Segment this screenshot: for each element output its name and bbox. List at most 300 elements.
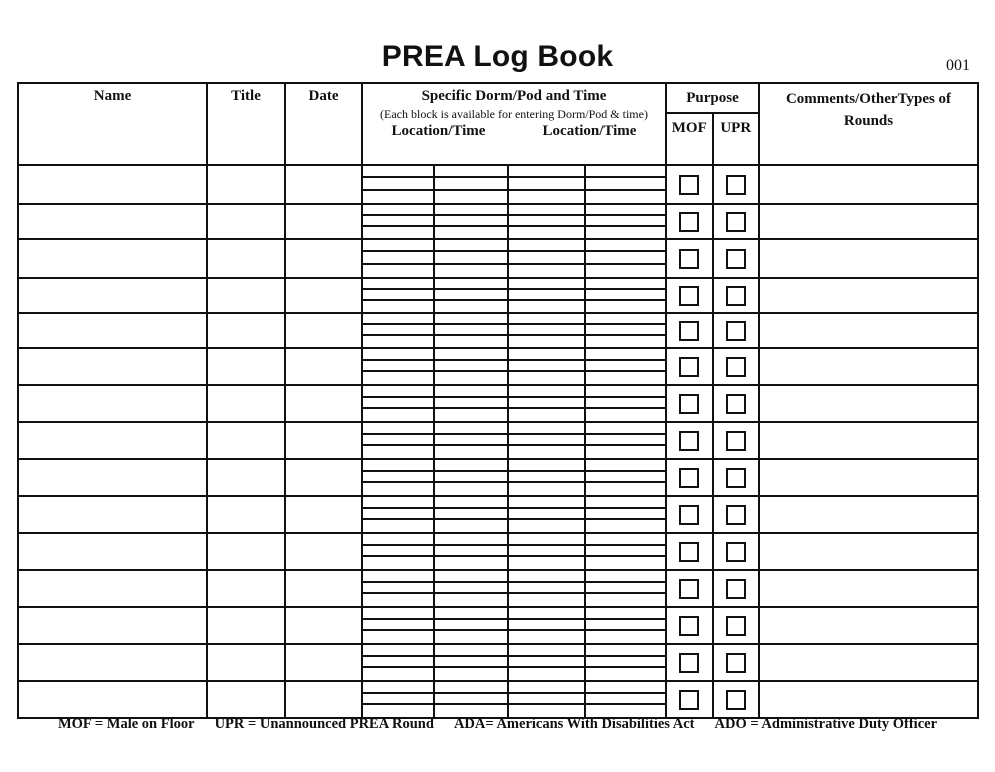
upr-checkbox[interactable] (726, 357, 746, 377)
name-cell[interactable] (18, 313, 207, 348)
location-time-slot[interactable] (435, 446, 509, 458)
name-cell[interactable] (18, 644, 207, 681)
location-time-slot[interactable] (435, 216, 509, 227)
location-time-slot[interactable] (435, 546, 509, 558)
location-time-slot[interactable] (509, 301, 586, 312)
title-cell[interactable] (207, 644, 285, 681)
date-cell[interactable] (285, 278, 362, 313)
location-time-slot[interactable] (363, 620, 435, 632)
location-time-slot[interactable] (363, 386, 435, 398)
location-time-slot[interactable] (435, 314, 509, 325)
location-time-slot[interactable] (586, 265, 665, 277)
location-time-slot[interactable] (435, 682, 509, 694)
location-time-slot[interactable] (509, 336, 586, 347)
header-row (18, 83, 978, 165)
date-cell[interactable] (285, 459, 362, 496)
location-time-slot[interactable] (435, 301, 509, 312)
location-time-slot[interactable] (363, 520, 435, 532)
purpose-cell (666, 204, 759, 239)
location-time-slot[interactable] (435, 571, 509, 583)
location-time-slot[interactable] (363, 557, 435, 569)
location-time-slot[interactable] (435, 594, 509, 606)
upr-checkbox[interactable] (726, 505, 746, 525)
title-cell[interactable] (207, 348, 285, 385)
upr-checkbox[interactable] (726, 212, 746, 232)
location-time-slot[interactable] (509, 386, 586, 398)
comments-cell[interactable] (759, 459, 978, 496)
location-time-slot[interactable] (435, 191, 509, 203)
mof-checkbox[interactable] (679, 212, 699, 232)
location-time-slot[interactable] (586, 240, 665, 252)
date-cell[interactable] (285, 165, 362, 204)
location-time-slot[interactable] (509, 534, 586, 546)
location-time-slot[interactable] (509, 446, 586, 458)
location-time-slot[interactable] (509, 372, 586, 384)
location-time-slot[interactable] (363, 645, 435, 657)
location-time-slot[interactable] (509, 594, 586, 606)
location-time-slot[interactable] (509, 682, 586, 694)
log-row (18, 607, 978, 644)
title-cell[interactable] (207, 422, 285, 459)
purpose-cell (666, 644, 759, 681)
date-cell[interactable] (285, 607, 362, 644)
location-time-slot[interactable] (509, 205, 586, 216)
log-row (18, 533, 978, 570)
comments-cell[interactable] (759, 204, 978, 239)
location-time-slot[interactable] (363, 446, 435, 458)
location-time-slot[interactable] (363, 631, 435, 643)
location-time-slot[interactable] (586, 423, 665, 435)
location-time-slot[interactable] (509, 314, 586, 325)
location-time-slot[interactable] (435, 205, 509, 216)
upr-checkbox[interactable] (726, 653, 746, 673)
location-time-slot[interactable] (586, 608, 665, 620)
location-time-slot[interactable] (363, 361, 435, 373)
location-time-slot[interactable] (509, 290, 586, 301)
location-time-slot[interactable] (509, 571, 586, 583)
purpose-cell (666, 165, 759, 204)
location-time-slot[interactable] (509, 645, 586, 657)
location-time-slot[interactable] (509, 546, 586, 558)
location-time-slot[interactable] (586, 657, 665, 669)
date-cell[interactable] (285, 422, 362, 459)
location-time-slot[interactable] (363, 571, 435, 583)
upr-checkbox[interactable] (726, 394, 746, 414)
name-cell[interactable] (18, 496, 207, 533)
location-time-slot[interactable] (363, 657, 435, 669)
location-time-slot[interactable] (586, 472, 665, 484)
location-time-slot[interactable] (363, 594, 435, 606)
location-time-cell (362, 459, 666, 496)
location-time-slot[interactable] (586, 497, 665, 509)
title-cell[interactable] (207, 496, 285, 533)
legend-ado: ADO = Administrative Duty Officer (714, 716, 938, 732)
location-time-slot[interactable] (363, 534, 435, 546)
upr-checkbox[interactable] (726, 431, 746, 451)
location-time-slot[interactable] (509, 252, 586, 264)
location-time-slot[interactable] (586, 583, 665, 595)
location-time-slot[interactable] (509, 227, 586, 238)
log-row (18, 496, 978, 533)
location-time-slot[interactable] (509, 497, 586, 509)
mof-checkbox[interactable] (679, 616, 699, 636)
comments-cell[interactable] (759, 278, 978, 313)
log-row (18, 165, 978, 204)
location-time-slot[interactable] (509, 240, 586, 252)
location-time-slot[interactable] (435, 252, 509, 264)
location-time-slot[interactable] (435, 631, 509, 643)
date-cell[interactable] (285, 313, 362, 348)
location-time-slot[interactable] (586, 694, 665, 706)
location-time-slot[interactable] (586, 205, 665, 216)
location-time-slot[interactable] (509, 435, 586, 447)
date-cell[interactable] (285, 204, 362, 239)
location-time-slot[interactable] (435, 349, 509, 361)
location-time-slot[interactable] (363, 314, 435, 325)
name-cell[interactable] (18, 533, 207, 570)
date-cell[interactable] (285, 533, 362, 570)
location-time-slot[interactable] (363, 279, 435, 290)
location-time-slot[interactable] (363, 497, 435, 509)
location-time-slot[interactable] (509, 191, 586, 203)
title-cell[interactable] (207, 570, 285, 607)
location-time-slot[interactable] (586, 279, 665, 290)
legend-ada: ADA= Americans With Disabilities Act (453, 716, 695, 732)
location-time-slot[interactable] (435, 668, 509, 680)
location-time-slot[interactable] (435, 423, 509, 435)
location-time-slot[interactable] (509, 631, 586, 643)
location-time-slot[interactable] (435, 178, 509, 190)
location-time-slot[interactable] (586, 557, 665, 569)
page-title: PREA Log Book (381, 40, 614, 73)
title-cell[interactable] (207, 313, 285, 348)
location-time-slot[interactable] (509, 668, 586, 680)
location-time-slot[interactable] (363, 546, 435, 558)
comments-cell[interactable] (759, 348, 978, 385)
location-time-cell (362, 570, 666, 607)
location-time-slot[interactable] (586, 166, 665, 178)
location-time-slot[interactable] (509, 657, 586, 669)
legend-footer (0, 716, 995, 733)
location-time-slot[interactable] (586, 460, 665, 472)
location-time-slot[interactable] (509, 361, 586, 373)
location-time-cell (362, 204, 666, 239)
date-cell[interactable] (285, 681, 362, 718)
mof-checkbox[interactable] (679, 653, 699, 673)
title-cell[interactable] (207, 607, 285, 644)
title-cell[interactable] (207, 239, 285, 278)
name-cell[interactable] (18, 348, 207, 385)
location-time-slot[interactable] (586, 620, 665, 632)
location-time-slot[interactable] (586, 252, 665, 264)
comments-cell[interactable] (759, 165, 978, 204)
mof-checkbox[interactable] (679, 431, 699, 451)
location-time-slot[interactable] (509, 557, 586, 569)
legend-upr: UPR = Unannounced PREA Round (214, 716, 434, 732)
comments-cell[interactable] (759, 533, 978, 570)
location-time-slot[interactable] (509, 509, 586, 521)
location-time-slot[interactable] (435, 657, 509, 669)
comments-cell[interactable] (759, 239, 978, 278)
location-time-slot[interactable] (363, 265, 435, 277)
location-time-slot[interactable] (586, 178, 665, 190)
location-time-slot[interactable] (363, 694, 435, 706)
location-time-slot[interactable] (586, 546, 665, 558)
location-time-slot[interactable] (363, 301, 435, 312)
location-time-slot[interactable] (586, 372, 665, 384)
mof-checkbox[interactable] (679, 468, 699, 488)
location-time-slot[interactable] (435, 361, 509, 373)
name-cell[interactable] (18, 422, 207, 459)
location-time-slot[interactable] (363, 583, 435, 595)
location-time-slot[interactable] (586, 520, 665, 532)
location-time-slot[interactable] (435, 265, 509, 277)
mof-checkbox[interactable] (679, 321, 699, 341)
location-time-slot[interactable] (586, 509, 665, 521)
location-time-slot[interactable] (435, 608, 509, 620)
location-time-slot[interactable] (586, 645, 665, 657)
log-row (18, 681, 978, 718)
location-time-slot[interactable] (363, 336, 435, 347)
location-time-slot[interactable] (435, 336, 509, 347)
date-cell[interactable] (285, 644, 362, 681)
location-time-slot[interactable] (363, 423, 435, 435)
mof-checkbox[interactable] (679, 249, 699, 269)
location-time-slot[interactable] (586, 435, 665, 447)
dorm-pod-title: Specific Dorm/Pod and Time (421, 88, 607, 104)
mof-checkbox[interactable] (679, 579, 699, 599)
location-time-slot[interactable] (435, 227, 509, 238)
location-time-slot[interactable] (586, 682, 665, 694)
name-cell[interactable] (18, 278, 207, 313)
location-time-slot[interactable] (435, 497, 509, 509)
location-time-slot[interactable] (586, 446, 665, 458)
location-time-slot[interactable] (363, 240, 435, 252)
name-cell[interactable] (18, 204, 207, 239)
name-cell[interactable] (18, 607, 207, 644)
location-time-slot[interactable] (363, 668, 435, 680)
location-time-slot[interactable] (509, 520, 586, 532)
location-time-slot[interactable] (363, 460, 435, 472)
location-time-slot[interactable] (586, 314, 665, 325)
location-time-slot[interactable] (509, 349, 586, 361)
title-cell[interactable] (207, 165, 285, 204)
location-time-slot[interactable] (509, 325, 586, 336)
location-time-slot[interactable] (509, 472, 586, 484)
name-cell[interactable] (18, 385, 207, 422)
location-time-slot[interactable] (586, 325, 665, 336)
location-time-slot[interactable] (435, 534, 509, 546)
location-time-slot[interactable] (435, 483, 509, 495)
location-time-slot[interactable] (509, 483, 586, 495)
location-time-slot[interactable] (363, 178, 435, 190)
name-cell[interactable] (18, 459, 207, 496)
title-cell[interactable] (207, 459, 285, 496)
comments-cell[interactable] (759, 607, 978, 644)
title-header: Title (207, 83, 285, 165)
location-time-slot[interactable] (586, 409, 665, 421)
location-time-slot[interactable] (509, 583, 586, 595)
location-time-slot[interactable] (435, 472, 509, 484)
location-time-slot[interactable] (435, 694, 509, 706)
location-time-slot[interactable] (435, 290, 509, 301)
location-time-cell (362, 644, 666, 681)
location-time-slot[interactable] (586, 349, 665, 361)
location-time-slot[interactable] (586, 668, 665, 680)
location-time-slot[interactable] (586, 386, 665, 398)
location-time-slot[interactable] (363, 325, 435, 336)
location-time-slot[interactable] (363, 472, 435, 484)
location-time-slot[interactable] (363, 227, 435, 238)
location-time-slot[interactable] (435, 583, 509, 595)
location-time-slot[interactable] (435, 645, 509, 657)
mof-checkbox[interactable] (679, 505, 699, 525)
purpose-cell (666, 313, 759, 348)
mof-checkbox[interactable] (679, 394, 699, 414)
location-time-slot[interactable] (586, 336, 665, 347)
location-time-slot[interactable] (435, 240, 509, 252)
upr-checkbox[interactable] (726, 175, 746, 195)
page-number: 001 (946, 57, 970, 74)
location-time-slot[interactable] (586, 398, 665, 410)
comments-cell[interactable] (759, 385, 978, 422)
comments-cell[interactable] (759, 681, 978, 718)
location-time-slot[interactable] (586, 534, 665, 546)
location-time-slot[interactable] (363, 252, 435, 264)
location-time-slot[interactable] (435, 398, 509, 410)
location-time-slot[interactable] (363, 349, 435, 361)
location-time-slot[interactable] (363, 205, 435, 216)
location-time-slot[interactable] (363, 483, 435, 495)
mof-header: MOF (671, 120, 707, 136)
location-time-slot[interactable] (363, 608, 435, 620)
title-cell[interactable] (207, 278, 285, 313)
date-cell[interactable] (285, 239, 362, 278)
location-time-slot[interactable] (509, 398, 586, 410)
location-time-slot[interactable] (509, 608, 586, 620)
name-cell[interactable] (18, 165, 207, 204)
mof-checkbox[interactable] (679, 175, 699, 195)
name-cell[interactable] (18, 681, 207, 718)
location-time-slot[interactable] (586, 191, 665, 203)
mof-checkbox[interactable] (679, 542, 699, 562)
location-time-slot[interactable] (435, 409, 509, 421)
location-time-slot[interactable] (435, 279, 509, 290)
mof-checkbox[interactable] (679, 690, 699, 710)
date-cell[interactable] (285, 496, 362, 533)
location-time-slot[interactable] (435, 460, 509, 472)
upr-checkbox[interactable] (726, 690, 746, 710)
comments-cell[interactable] (759, 422, 978, 459)
location-time-cell (362, 533, 666, 570)
title-cell[interactable] (207, 385, 285, 422)
location-time-slot[interactable] (586, 227, 665, 238)
date-cell[interactable] (285, 385, 362, 422)
upr-checkbox[interactable] (726, 616, 746, 636)
location-time-slot[interactable] (435, 620, 509, 632)
name-cell[interactable] (18, 239, 207, 278)
location-time-slot[interactable] (509, 409, 586, 421)
legend-mof: MOF = Male on Floor (57, 716, 195, 732)
location-time-slot[interactable] (363, 682, 435, 694)
mof-checkbox[interactable] (679, 357, 699, 377)
location-time-slot[interactable] (435, 520, 509, 532)
location-time-slot[interactable] (586, 216, 665, 227)
location-time-slot[interactable] (363, 409, 435, 421)
purpose-cell (666, 278, 759, 313)
location-time-label-2: Location/Time (542, 123, 637, 139)
location-time-slot[interactable] (435, 325, 509, 336)
mof-checkbox[interactable] (679, 286, 699, 306)
location-time-slot[interactable] (509, 694, 586, 706)
location-time-cell (362, 385, 666, 422)
location-time-slot[interactable] (363, 216, 435, 227)
location-time-slot[interactable] (509, 216, 586, 227)
location-time-slot[interactable] (363, 290, 435, 301)
upr-checkbox[interactable] (726, 468, 746, 488)
location-time-slot[interactable] (435, 435, 509, 447)
location-time-slot[interactable] (509, 178, 586, 190)
location-time-slot[interactable] (586, 301, 665, 312)
location-time-slot[interactable] (509, 460, 586, 472)
comments-header: Comments/OtherTypes of Rounds (759, 83, 978, 165)
upr-checkbox[interactable] (726, 249, 746, 269)
location-time-slot[interactable] (509, 279, 586, 290)
title-cell[interactable] (207, 533, 285, 570)
date-cell[interactable] (285, 570, 362, 607)
location-time-slot[interactable] (586, 631, 665, 643)
location-time-slot[interactable] (586, 594, 665, 606)
location-time-slot[interactable] (435, 509, 509, 521)
location-time-slot[interactable] (509, 423, 586, 435)
location-time-slot[interactable] (435, 386, 509, 398)
date-cell[interactable] (285, 348, 362, 385)
location-time-slot[interactable] (363, 509, 435, 521)
comments-cell[interactable] (759, 644, 978, 681)
log-row (18, 385, 978, 422)
location-time-slot[interactable] (435, 372, 509, 384)
location-time-slot[interactable] (363, 372, 435, 384)
location-time-slot[interactable] (363, 398, 435, 410)
title-cell[interactable] (207, 681, 285, 718)
location-time-slot[interactable] (363, 435, 435, 447)
log-row (18, 570, 978, 607)
name-cell[interactable] (18, 570, 207, 607)
location-time-slot[interactable] (586, 361, 665, 373)
location-time-slot[interactable] (509, 620, 586, 632)
location-time-slot[interactable] (363, 191, 435, 203)
comments-cell[interactable] (759, 496, 978, 533)
location-time-slot[interactable] (586, 483, 665, 495)
upr-checkbox[interactable] (726, 286, 746, 306)
comments-cell[interactable] (759, 570, 978, 607)
location-time-slot[interactable] (509, 166, 586, 178)
log-row (18, 459, 978, 496)
location-time-slot[interactable] (586, 290, 665, 301)
title-cell[interactable] (207, 204, 285, 239)
location-time-slot[interactable] (586, 571, 665, 583)
comments-cell[interactable] (759, 313, 978, 348)
upr-checkbox[interactable] (726, 542, 746, 562)
purpose-cell (666, 422, 759, 459)
upr-checkbox[interactable] (726, 579, 746, 599)
location-time-slot[interactable] (363, 166, 435, 178)
location-time-slot[interactable] (435, 557, 509, 569)
name-header: Name (18, 83, 207, 165)
upr-checkbox[interactable] (726, 321, 746, 341)
location-time-slot[interactable] (509, 265, 586, 277)
location-time-slot[interactable] (435, 166, 509, 178)
